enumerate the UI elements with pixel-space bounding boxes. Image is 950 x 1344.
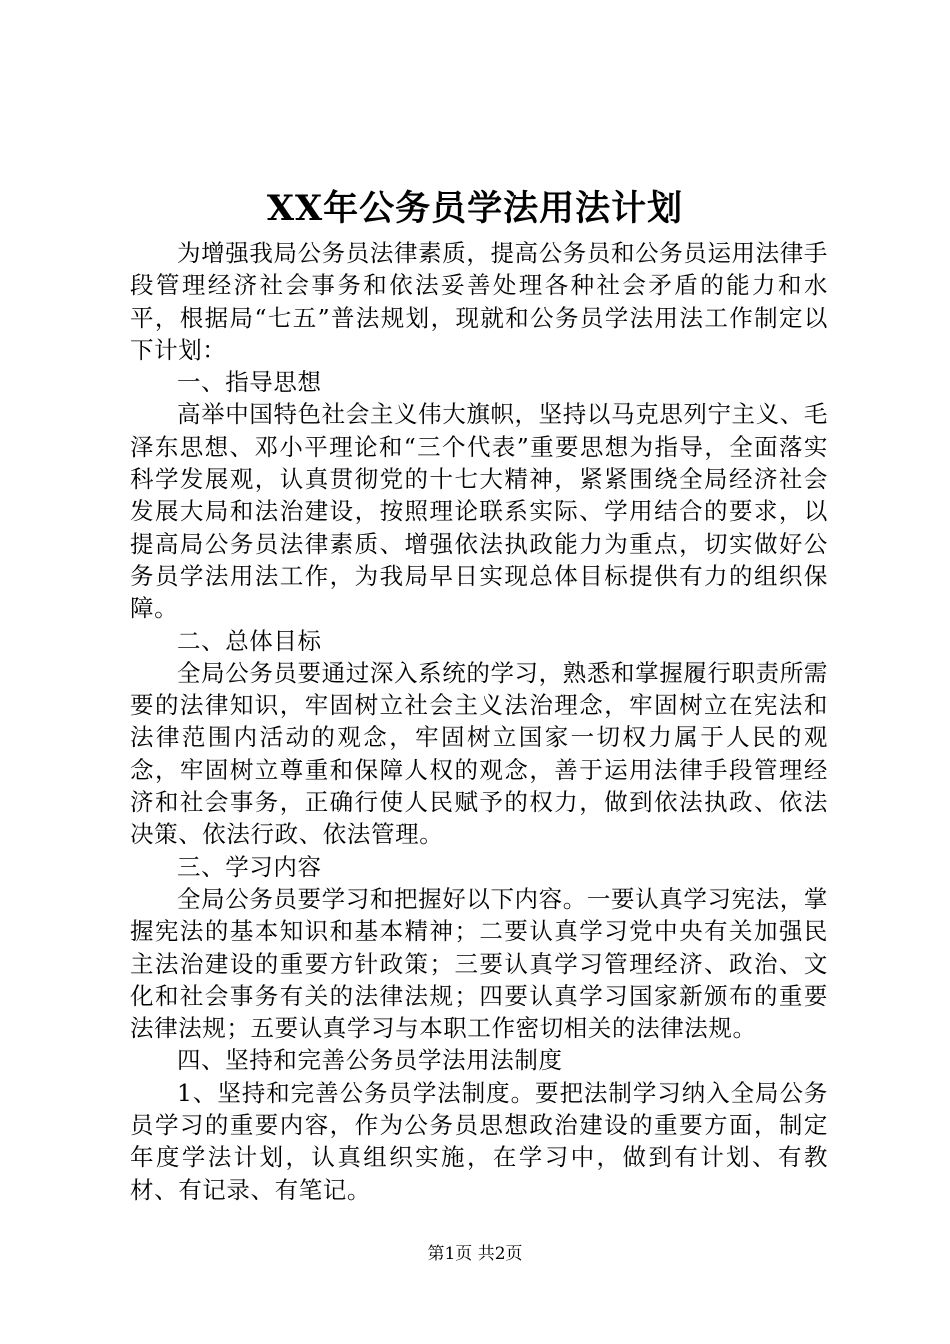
document-title: XX年公务员学法用法计划	[266, 188, 684, 229]
section-heading-overall-goal: 二、总体目标	[177, 626, 322, 655]
guiding-ideology-paragraph: 高举中国特色社会主义伟大旗帜，坚持以马克思列宁主义、毛泽东思想、邓小平理论和“三个代表”重要思想为指导，全面落实科学发展观，认真贯彻党的十七大精神，紧紧围绕全局经济社会发展大局和法治建设，按照理论联系实际、学用结合的要求，以提高局公务员法律素质、增强依法执政能力为重点，切实做好公务员学法用法工作，为我局早日实现总体目标提供有力的组织保障。	[130, 400, 828, 623]
section-heading-study-content: 三、学习内容	[177, 852, 322, 881]
overall-goal-paragraph: 全局公务员要通过深入系统的学习，熟悉和掌握履行职责所需要的法律知识，牢固树立社会主义法治理念，牢固树立在宪法和法律范围内活动的观念，牢固树立国家一切权力属于人民的观念，牢固树立尊重和保障人权的观念，善于运用法律手段管理经济和社会事务，正确行使人民赋予的权力，做到依法执政、依法决策、依法行政、依法管理。	[130, 658, 828, 849]
system-item-1-paragraph: 1、坚持和完善公务员学法制度。要把法制学习纳入全局公务员学习的重要内容，作为公务员思想政治建设的重要方面，制定年度学法计划，认真组织实施，在学习中，做到有计划、有教材、有记录、有笔记。	[130, 1078, 828, 1204]
section-heading-guiding-ideology: 一、指导思想	[177, 368, 322, 397]
document-body	[130, 237, 828, 1206]
page-footer: 第1页 共2页	[427, 1244, 523, 1264]
intro-paragraph: 为增强我局公务员法律素质，提高公务员和公务员运用法律手段管理经济社会事务和依法妥善处理各种社会矛盾的能力和水平，根据局“七五”普法规划，现就和公务员学法用法工作制定以下计划：	[130, 239, 828, 364]
section-heading-system: 四、坚持和完善公务员学法用法制度	[177, 1046, 563, 1075]
study-content-paragraph: 全局公务员要学习和把握好以下内容。一要认真学习宪法，掌握宪法的基本知识和基本精神；二要认真学习党中央有关加强民主法治建设的重要方针政策；三要认真学习管理经济、政治、文化和社会事务有关的法律法规；四要认真学习国家新颁布的重要法律法规；五要认真学习与本职工作密切相关的法律法规。	[130, 884, 828, 1043]
